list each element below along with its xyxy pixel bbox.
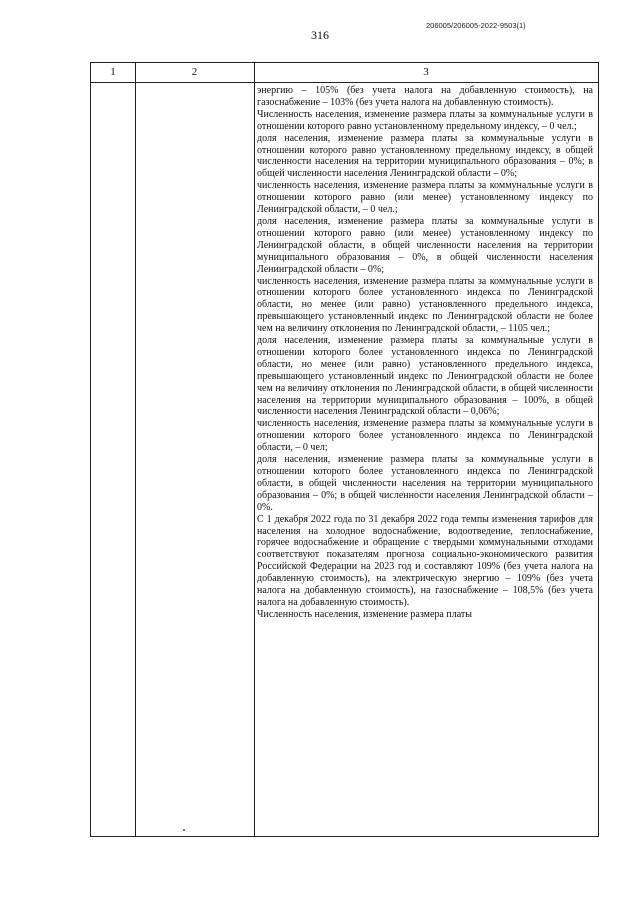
paragraph: энергию – 105% (без учета налога на добавленную стоимость), на газоснабжение – 103% (без учета налога на добавленную стоимость). bbox=[257, 85, 593, 108]
scan-speck bbox=[183, 829, 185, 831]
column-header-2: 2 bbox=[191, 66, 198, 78]
paragraph: доля населения, изменение размера платы за коммунальные услуги в отношении которого более установленного индекса по Ленинградской области, но менее (или равно) установленного предельного индекса, превышающего установленный индекс по Ленинградской области не более чем на величину отклонения по Ленинградской области, в общей численности населения на территории муниципального образования – 100%, в общей численности населения Ленинградской области – 0,06%; bbox=[257, 335, 593, 418]
paragraph: доля населения, изменение размера платы за коммунальные услуги в отношении которого равно (или менее) установленному индексу по Ленинградской области, в общей численности населения на территории муниципального образования – 0%, в общей численности населения Ленинградской области – 0%; bbox=[257, 215, 593, 275]
column-header-3: 3 bbox=[423, 66, 429, 78]
paragraph: Численность населения, изменение размера платы bbox=[257, 608, 472, 620]
paragraph: численность населения, изменение размера платы за коммунальные услуги в отношении которого более установленного индекса по Ленинградской области, но менее (или равно) установленного предельного индекса, превышающего установленный индекс по Ленинградской области не более чем на величину отклонения по Ленинградской области, – 1105 чел.; bbox=[257, 275, 593, 335]
paragraph: численность населения, изменение размера платы за коммунальные услуги в отношении которого более установленного индекса по Ленинградской области, – 0 чел; bbox=[257, 418, 593, 454]
paragraph: численность населения, изменение размера платы за коммунальные услуги в отношении которого равно (или менее) установленному индексу по Ленинградской области, – 0 чел.; bbox=[257, 180, 593, 216]
paragraph: доля населения, изменение размера платы за коммунальные услуги в отношении которого равно установленному предельному индексу, в общей численности населения на территории муниципального образования – 0%; в общей численности населения Ленинградской области – 0%; bbox=[257, 132, 593, 180]
header-row-divider bbox=[91, 82, 598, 83]
paragraph: доля населения, изменение размера платы за коммунальные услуги в отношении которого более установленного индекса по Ленинградской области, в общей численности населения на территории муниципального образования – 0%; в общей численности населения Ленинградской области – 0%. bbox=[257, 454, 593, 513]
column-divider-1 bbox=[135, 63, 136, 836]
column-divider-2 bbox=[254, 63, 255, 836]
page-number: 316 bbox=[311, 28, 329, 42]
column-header-1: 1 bbox=[110, 66, 116, 78]
content-table bbox=[90, 62, 599, 837]
paragraph: Численность населения, изменение размера платы за коммунальные услуги в отношении которого равно установленному предельному индексу, – 0 чел.; bbox=[257, 108, 593, 132]
document-code: 206005/206005-2022-9503(1) bbox=[426, 21, 526, 30]
paragraph: С 1 декабря 2022 года по 31 декабря 2022 года темпы изменения тарифов для населения на холодное водоснабжение, водоотведение, теплоснабжение, горячее водоснабжение и обращение с твердыми коммунальными отходами соответствуют показателям прогноза социально-экономического развития Российской Федерации на 2023 год и составляют 109% (без учета налога на добавленную стоимость), на электрическую энергию – 109% (без учета налога на добавленную стоимость), на газоснабжение – 108,5% (без учета налога на добавленную стоимость). bbox=[257, 513, 593, 608]
column-3-content bbox=[257, 85, 593, 621]
